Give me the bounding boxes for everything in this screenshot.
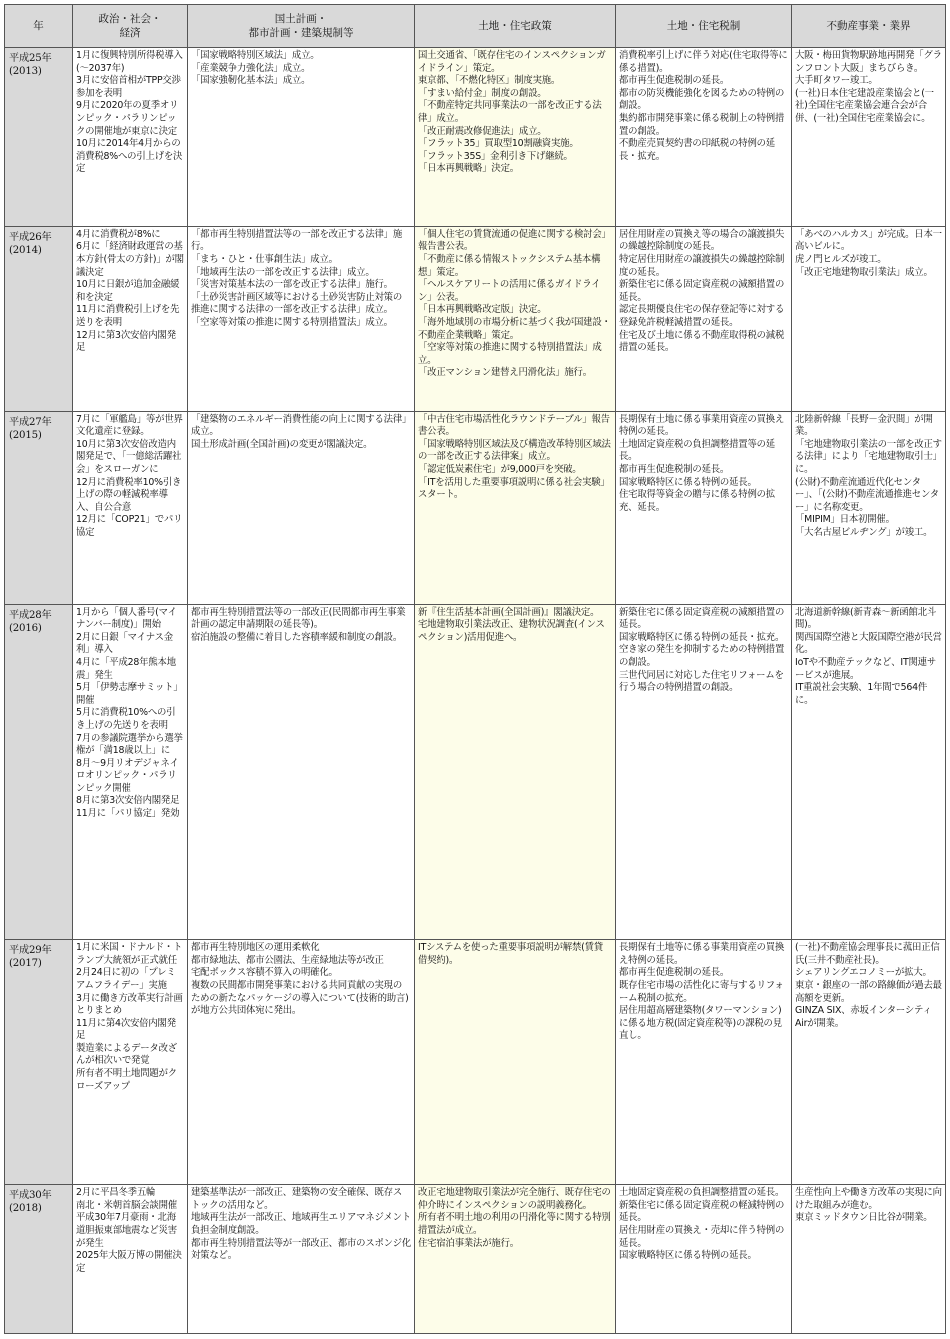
real-estate-industry-cell bbox=[792, 48, 946, 227]
entry-text: 「日本再興戦略」決定。 bbox=[418, 163, 519, 175]
housing-policy-cell bbox=[415, 48, 616, 227]
entry-text: 4月に消費税が8%に bbox=[76, 228, 161, 240]
politics-cell bbox=[73, 604, 188, 940]
year-cell bbox=[5, 48, 73, 227]
entry-text: 「日本再興戦略改定版」決定。 bbox=[418, 304, 547, 316]
year-cell bbox=[5, 940, 73, 1185]
entry-text: 12月に消費税率10%引き上げの際の軽減税率導入、自公合意 bbox=[76, 476, 182, 513]
header-housing-policy: 土地・住宅政策 bbox=[415, 5, 616, 48]
entry-text: 「あべのハルカス」が完成。日本一高いビルに。 bbox=[795, 228, 942, 253]
entry-text: 「改正マンション建替え円滑化法」施行。 bbox=[418, 367, 592, 379]
year-row bbox=[5, 48, 946, 227]
header-land-planning-line: 国土計画・ bbox=[274, 13, 328, 25]
politics-cell bbox=[73, 226, 188, 411]
entry-text: 都市再生特別措置法等が一部改正、都市のスポンジ化対策など。 bbox=[191, 1237, 411, 1262]
header-real-estate-industry: 不動産事業・業界 bbox=[792, 5, 946, 48]
entry-text: 9月に2020年の夏季オリンピック・パラリンピックの開催地が東京に決定 bbox=[76, 100, 179, 137]
entry-text: 所有者不明土地の利用の円滑化等に関する特別措置法が成立。 bbox=[418, 1212, 611, 1237]
year-western: (2014) bbox=[9, 244, 42, 256]
real-estate-industry-cell bbox=[792, 940, 946, 1185]
entry-text: 建築基準法が一部改正、建築物の安全確保、既存ストックの活用など。 bbox=[191, 1187, 403, 1211]
entry-text: 6月に「経済財政運営の基本方針(骨太の方針)」が閣議決定 bbox=[76, 241, 184, 278]
housing-policy-cell bbox=[415, 604, 616, 940]
real-estate-industry-cell bbox=[792, 604, 946, 940]
entry-text: 不動産売買契約書の印紙税の特例の延長・拡充。 bbox=[619, 138, 775, 162]
entry-text: 7月に「軍艦島」等が世界文化遺産に登録。 bbox=[76, 413, 183, 438]
year-western: (2015) bbox=[9, 429, 42, 441]
entry-text: 「産業競争力強化法」成立。 bbox=[191, 62, 311, 74]
entry-text: 1月に復興特別所得税導入(～2037年) bbox=[76, 50, 183, 74]
entry-text: 5月に消費税10%への引き上げの先送りを表明 bbox=[76, 707, 176, 731]
year-label: 平成28年 bbox=[9, 609, 52, 621]
year-row bbox=[5, 940, 946, 1185]
entry-text: 10月に日銀が追加金融緩和を決定 bbox=[76, 279, 180, 303]
entry-text: 消費税率引上げに伴う対応(住宅取得等に係る措置)。 bbox=[619, 50, 788, 74]
year-western: (2018) bbox=[9, 1203, 42, 1215]
entry-text: 11月に消費税引上げを先送りを表明 bbox=[76, 304, 180, 328]
entry-text: 虎ノ門ヒルズが竣工。 bbox=[795, 254, 887, 266]
entry-text: 「改正宅地建物取引業法」成立。 bbox=[795, 266, 933, 278]
entry-text: 3月に安倍首相がTPP交渉参加を表明 bbox=[76, 75, 181, 99]
year-row bbox=[5, 226, 946, 411]
entry-text: 東京ミッドタウン日比谷が開業。 bbox=[795, 1212, 933, 1224]
year-row bbox=[5, 604, 946, 940]
entry-text: (一社)不動産協会理事長に菰田正信氏(三井不動産社長)。 bbox=[795, 942, 940, 966]
entry-text: 「不動産特定共同事業法の一部を改正する法律」成立。 bbox=[418, 100, 602, 124]
real-estate-industry-cell bbox=[792, 226, 946, 411]
entry-text: 「災害対策基本法の一部を改正する法律」施行。 bbox=[191, 279, 393, 291]
entry-text: 国家戦略特区に係る特例の延長。 bbox=[619, 1250, 757, 1262]
entry-text: 「認定低炭素住宅」が9,000戸を突破。 bbox=[418, 464, 582, 476]
entry-text: 複数の民間都市開発事業における共同貢献の実現のための新たなパッケージの導入について(技術的助言)が地方公共団体宛に発出。 bbox=[191, 979, 409, 1017]
year-label: 平成29年 bbox=[9, 945, 52, 957]
entry-text: 「都市再生特別措置法等の一部を改正する法律」施行。 bbox=[191, 228, 403, 253]
entry-text: 2月24日に初の「プレミアムフライデー」実施 bbox=[76, 967, 176, 991]
land-planning-cell bbox=[188, 48, 415, 227]
year-western: (2013) bbox=[9, 66, 42, 77]
entry-text: 4月に「平成28年熊本地震」発生 bbox=[76, 656, 176, 681]
entry-text: 「フラット35」買取型10割融資実施。 bbox=[418, 138, 579, 150]
entry-text: 土地固定資産税の負担調整措置の延長。 bbox=[619, 1187, 785, 1199]
entry-text: 住宅宿泊事業法が施行。 bbox=[418, 1237, 519, 1249]
header-politics bbox=[73, 5, 188, 48]
entry-text: 都市再生特別措置法等の一部改正(民間都市再生事業計画の認定申請期限の延長等)。 bbox=[191, 606, 406, 631]
entry-text: 大阪・梅田貨物駅跡地再開発「グランフロント大阪」まちびらき。 bbox=[795, 50, 942, 74]
entry-text: 2月に日銀「マイナス金利」導入 bbox=[76, 631, 173, 656]
entry-text: 新築住宅に係る固定資産税の軽減特例の延長。 bbox=[619, 1199, 785, 1224]
header-row bbox=[5, 5, 946, 48]
entry-text: 三世代同居に対応した住宅リフォームを行う場合の特例措置の創設。 bbox=[619, 669, 784, 694]
entry-text: 「海外地域別の市場分析に基づく我が国建設・不動産企業戦略」策定。 bbox=[418, 316, 611, 341]
entry-text: 東京都、「不燃化特区」制度実施。 bbox=[418, 75, 561, 87]
entry-text: 平成30年7月豪雨・北海道胆振東部地震など災害が発生 bbox=[76, 1212, 177, 1249]
entry-text: 製造業によるデータ改ざんが相次いで発覚 bbox=[76, 1042, 177, 1067]
entry-text: 居住用財産の買換え・売却に伴う特例の延長。 bbox=[619, 1225, 785, 1249]
entry-text: 特定居住用財産の譲渡損失の繰越控除制度の延長。 bbox=[619, 254, 785, 278]
entry-text: 居住用財産の買換え等の場合の譲渡損失の繰越控除制度の延長。 bbox=[619, 228, 785, 253]
entry-text: 8月に第3次安倍内閣発足 bbox=[76, 795, 180, 807]
politics-cell bbox=[73, 1185, 188, 1334]
real-estate-industry-cell bbox=[792, 411, 946, 604]
entry-text: 11月に第4次安倍内閣発足 bbox=[76, 1017, 176, 1042]
entry-text: 大手町タワー竣工。 bbox=[795, 75, 878, 87]
year-row bbox=[5, 1185, 946, 1334]
politics-cell bbox=[73, 940, 188, 1185]
entry-text: 住宅及び土地に係る不動産取得税の減税措置の延長。 bbox=[619, 329, 785, 354]
real-estate-industry-cell bbox=[792, 1185, 946, 1334]
entry-text: 新築住宅に係る固定資産税の減額措置の延長。 bbox=[619, 279, 785, 303]
entry-text: 東京・銀座の一部の路線価が過去最高額を更新。 bbox=[795, 979, 942, 1004]
entry-text: 「建築物のエネルギー消費性能の向上に関する法律」成立。 bbox=[191, 413, 407, 438]
entry-text: 国土交通省、「既存住宅のインスペクションガイドライン」策定。 bbox=[418, 50, 606, 74]
entry-text: 所有者不明土地問題がクローズアップ bbox=[76, 1068, 177, 1092]
entry-text: 「空家等対策の推進に関する特別措置法」成立。 bbox=[418, 342, 602, 366]
land-planning-cell bbox=[188, 940, 415, 1185]
entry-text: 住宅取得等資金の贈与に係る特例の拡充、延長。 bbox=[619, 489, 775, 513]
housing-policy-cell bbox=[415, 1185, 616, 1334]
entry-text: 「不動産に係る情報ストックシステム基本構想」策定。 bbox=[418, 254, 601, 278]
politics-cell bbox=[73, 48, 188, 227]
entry-text: 国家戦略特区に係る特例の延長。 bbox=[619, 476, 757, 488]
entry-text: 南北・米朝首脳会談開催 bbox=[76, 1199, 177, 1211]
entry-text: 居住用超高層建築物(タワーマンション)に係る地方税(固定資産税等)の課税の見直し。 bbox=[619, 1005, 782, 1042]
housing-policy-cell bbox=[415, 226, 616, 411]
entry-text: IoTや不動産テックなど、IT関連サービスが進展。 bbox=[795, 656, 936, 681]
housing-tax-cell bbox=[616, 1185, 792, 1334]
housing-tax-cell bbox=[616, 226, 792, 411]
entry-text: 10月に第3次安倍改造内閣発足で、「一億総活躍社会」をスローガンに bbox=[76, 438, 182, 476]
year-cell bbox=[5, 226, 73, 411]
entry-text: 「地域再生法の一部を改正する法律」成立。 bbox=[191, 266, 375, 278]
header-housing-tax: 土地・住宅税制 bbox=[616, 5, 792, 48]
entry-text: 1月に米国・ドナルド・トランプ大統領が正式就任 bbox=[76, 942, 183, 966]
header-land-planning bbox=[188, 5, 415, 48]
entry-text: ITシステムを使った重要事項説明が解禁(賃貸借契約)。 bbox=[418, 942, 603, 966]
entry-text: 地域再生法が一部改正、地域再生エリアマネジメント負担金制度創設。 bbox=[191, 1212, 411, 1237]
housing-tax-cell bbox=[616, 411, 792, 604]
entry-text: GINZA SIX、赤坂インターシティAirが開業。 bbox=[795, 1005, 932, 1029]
year-row bbox=[5, 411, 946, 604]
entry-text: 「改正耐震改修促進法」成立。 bbox=[418, 125, 547, 137]
entry-text: 新築住宅に係る固定資産税の減額措置の延長。 bbox=[619, 606, 785, 631]
entry-text: 「国家強靭化基本法」成立。 bbox=[191, 75, 311, 87]
timeline-table bbox=[4, 4, 946, 1334]
entry-text: 2025年大阪万博の開催決定 bbox=[76, 1250, 182, 1274]
entry-text: 既存住宅市場の活性化に寄与するリフォーム税制の拡充。 bbox=[619, 979, 784, 1004]
entry-text: 生産性向上や働き方改革の実現に向けた取組みが進む。 bbox=[795, 1187, 942, 1211]
entry-text: 「個人住宅の賃貸流通の促進に関する検討会」報告書公表。 bbox=[418, 228, 611, 253]
land-planning-cell bbox=[188, 604, 415, 940]
entry-text: 都市再生促進税制の延長。 bbox=[619, 967, 730, 979]
year-western: (2017) bbox=[9, 958, 42, 970]
entry-text: 1月から「個人番号(マイナンバー制度)」開始 bbox=[76, 606, 177, 631]
entry-text: 3月に働き方改革実行計画とりまとめ bbox=[76, 992, 183, 1017]
year-label: 平成30年 bbox=[9, 1190, 52, 1202]
housing-policy-cell bbox=[415, 940, 616, 1185]
land-planning-cell bbox=[188, 1185, 415, 1334]
politics-cell bbox=[73, 411, 188, 604]
entry-text: 宿泊施設の整備に着目した容積率緩和制度の創設。 bbox=[191, 631, 403, 643]
entry-text: 「空家等対策の推進に関する特別措置法」成立。 bbox=[191, 316, 393, 328]
entry-text: 長期保有土地等に係る事業用資産の買換え特例の延長。 bbox=[619, 942, 785, 966]
housing-tax-cell bbox=[616, 604, 792, 940]
year-cell bbox=[5, 411, 73, 604]
entry-text: 「国家戦略特別区域法」成立。 bbox=[191, 50, 320, 61]
entry-text: 北海道新幹線(新青森～新函館北斗間)。 bbox=[795, 606, 937, 631]
header-year: 年 bbox=[5, 5, 73, 48]
entry-text: 空き家の発生を抑制するための特例措置の創設。 bbox=[619, 644, 785, 668]
entry-text: 「大名古屋ビルヂング」が竣工。 bbox=[795, 527, 933, 539]
entry-text: 8月～9月リオデジャネイロオリンピック・パラリンピック開催 bbox=[76, 757, 179, 794]
year-cell bbox=[5, 1185, 73, 1334]
entry-text: 「土砂災害計画区域等における土砂災害防止対策の推進に関する法律の一部を改正する法律」成立。 bbox=[191, 291, 403, 316]
entry-text: 改正宅地建物取引業法が完全施行、既存住宅の仲介時にインスペクションの説明義務化。 bbox=[418, 1187, 611, 1211]
entry-text: 都市再生促進税制の延長。 bbox=[619, 464, 730, 476]
entry-text: 集約都市開発事業に係る税制上の特例措置の創設。 bbox=[619, 112, 785, 137]
entry-text: 宅地建物取引業法改正、建物状況調査(インスペクション)活用促進へ。 bbox=[418, 619, 605, 643]
housing-tax-cell bbox=[616, 940, 792, 1185]
year-label: 平成26年 bbox=[9, 231, 52, 243]
entry-text: 「ITを活用した重要事項説明に係る社会実験」スタート。 bbox=[418, 476, 610, 501]
entry-text: 「フラット35S」金利引き下げ継続。 bbox=[418, 150, 573, 162]
entry-text: 北陸新幹線「長野－金沢間」が開業。 bbox=[795, 413, 933, 438]
year-western: (2016) bbox=[9, 622, 42, 634]
entry-text: 国土形成計画(全国計画)の変更が閣議決定。 bbox=[191, 438, 373, 450]
entry-text: 「国家戦略特別区域法及び構造改革特別区域法の一部を改正する法律案」成立。 bbox=[418, 438, 611, 463]
housing-tax-cell bbox=[616, 48, 792, 227]
year-label: 平成27年 bbox=[9, 416, 52, 428]
entry-text: IT重説社会実験、1年間で564件に。 bbox=[795, 682, 928, 706]
entry-text: 新『住生活基本計画(全国計画)』閣議決定。 bbox=[418, 606, 600, 618]
entry-text: 長期保有土地に係る事業用資産の買換え特例の延長。 bbox=[619, 413, 785, 438]
entry-text: 12月に第3次安倍内閣発足 bbox=[76, 329, 176, 354]
entry-text: 11月に「パリ協定」発効 bbox=[76, 808, 180, 820]
header-politics-line: 政治・社会・ bbox=[98, 13, 162, 25]
housing-policy-cell bbox=[415, 411, 616, 604]
entry-text: 10月に2014年4月からの消費税8%への引上げを決定 bbox=[76, 138, 183, 175]
entry-text: 「中古住宅市場活性化ラウンドテーブル」報告書公表。 bbox=[418, 413, 610, 438]
entry-text: 「ヘルスケアリートの活用に係るガイドライン」公表。 bbox=[418, 279, 601, 303]
entry-text: 都市緑地法、都市公園法、生産緑地法等が改正 bbox=[191, 954, 384, 966]
entry-text: 都市再生促進税制の延長。 bbox=[619, 75, 730, 87]
entry-text: 都市再生特別地区の運用柔軟化 bbox=[191, 942, 320, 954]
entry-text: (公財)不動産流通近代化センター」、「(公財)不動産流通推進センター」に名称変更。 bbox=[795, 476, 939, 513]
entry-text: 関西国際空港と大阪国際空港が民営化。 bbox=[795, 631, 942, 656]
entry-text: シェアリングエコノミーが拡大。 bbox=[795, 967, 932, 979]
entry-text: 5月「伊勢志摩サミット」開催 bbox=[76, 682, 183, 706]
entry-text: 「すまい給付金」制度の創設。 bbox=[418, 87, 547, 99]
entry-text: 土地固定資産税の負担調整措置等の延長。 bbox=[619, 438, 775, 463]
entry-text: 7月の参議院選挙から選挙権が「満18歳以上」に bbox=[76, 732, 183, 757]
entry-text: 国家戦略特区に係る特例の延長・拡充。 bbox=[619, 631, 785, 643]
year-label: 平成25年 bbox=[9, 53, 52, 64]
entry-text: 都市の防災機能強化を図るための特例の創設。 bbox=[619, 87, 785, 112]
entry-text: 認定長期優良住宅の保存登記等に対する登録免許税軽減措置の延長。 bbox=[619, 304, 785, 328]
header-land-planning-line: 都市計画・建築規制等 bbox=[248, 27, 354, 39]
year-cell bbox=[5, 604, 73, 940]
entry-text: (一社)日本住宅建設産業協会と(一社)全国住宅産業協会連合会が合併、(一社)全国住宅産業協会に。 bbox=[795, 87, 934, 124]
entry-text: 宅配ボックス容積不算入の明確化。 bbox=[191, 967, 338, 979]
entry-text: 12月に「COP21」でパリ協定 bbox=[76, 514, 183, 539]
entry-text: 「MIPIM」日本初開催。 bbox=[795, 514, 895, 526]
entry-text: 「宅地建物取引業法の一部を改正する法律」により「宅地建物取引士」に。 bbox=[795, 438, 942, 476]
entry-text: 「まち・ひと・仕事創生法」成立。 bbox=[191, 254, 338, 266]
land-planning-cell bbox=[188, 226, 415, 411]
entry-text: 2月に平昌冬季五輪 bbox=[76, 1187, 156, 1199]
header-politics-line: 経済 bbox=[119, 27, 141, 39]
land-planning-cell bbox=[188, 411, 415, 604]
